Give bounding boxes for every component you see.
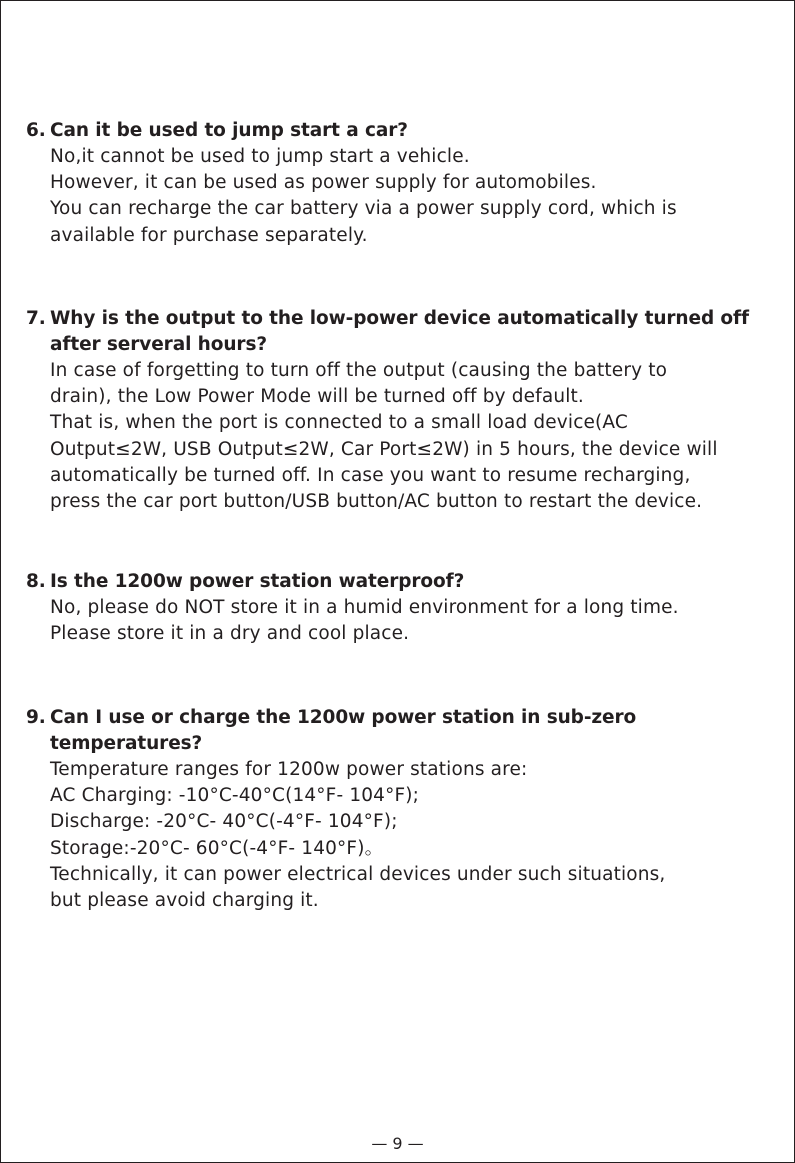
faq-item-7: [26, 306, 786, 515]
faq-answer: [26, 595, 786, 647]
faq-answer: [26, 757, 786, 914]
answer-line: No, please do NOT store it in a humid environment for a long time.: [50, 597, 679, 618]
faq-answer: [26, 358, 786, 515]
faq-answer: [26, 144, 786, 249]
answer-line: Storage:-20°C- 60°C(-4°F- 140°F)。: [50, 837, 384, 859]
answer-line: That is, when the port is connected to a small load device(AC: [50, 412, 628, 434]
answer-line: Output≤2W, USB Output≤2W, Car Port≤2W) in 5 hours, the device will: [50, 438, 718, 460]
answer-line: drain), the Low Power Mode will be turned off by default.: [50, 386, 584, 408]
faq-question: [26, 306, 786, 358]
answer-line: automatically be turned off. In case you want to resume recharging,: [50, 464, 691, 486]
answer-line: Temperature ranges for 1200w power stations are:: [50, 759, 528, 780]
faq-item-6: [26, 118, 786, 249]
question-number: 6.: [26, 120, 46, 141]
answer-line: available for purchase separately.: [50, 224, 368, 246]
answer-line: However, it can be used as power supply for automobiles.: [50, 172, 597, 194]
faq-item-8: [26, 569, 786, 647]
answer-line: In case of forgetting to turn off the output (causing the battery to: [50, 360, 668, 381]
faq-question: [26, 569, 786, 595]
faq-item-9: [26, 705, 786, 914]
answer-line: Discharge: -20°C- 40°C(-4°F- 104°F);: [50, 811, 398, 833]
answer-line: You can recharge the car battery via a power supply cord, which is: [50, 198, 677, 220]
question-text: Can I use or charge the 1200w power station in sub-zero temperatures?: [50, 707, 637, 754]
question-text: Why is the output to the low-power device automatically turned off after serveral hours?: [50, 308, 749, 355]
question-text: Can it be used to jump start a car?: [50, 120, 408, 141]
question-number: 8.: [26, 571, 46, 592]
answer-line: No,it cannot be used to jump start a vehicle.: [50, 146, 470, 167]
answer-line: but please avoid charging it.: [50, 890, 319, 912]
answer-line: Technically, it can power electrical devices under such situations,: [50, 863, 666, 885]
question-number: 7.: [26, 308, 46, 329]
question-text: Is the 1200w power station waterproof?: [50, 571, 465, 592]
question-number: 9.: [26, 707, 46, 728]
answer-line: press the car port button/USB button/AC button to restart the device.: [50, 491, 703, 513]
faq-question: [26, 705, 786, 757]
answer-line: Please store it in a dry and cool place.: [50, 623, 410, 645]
answer-line: AC Charging: -10°C-40°C(14°F- 104°F);: [50, 785, 420, 807]
page-number: — 9 —: [371, 1134, 424, 1153]
faq-question: [26, 118, 786, 144]
